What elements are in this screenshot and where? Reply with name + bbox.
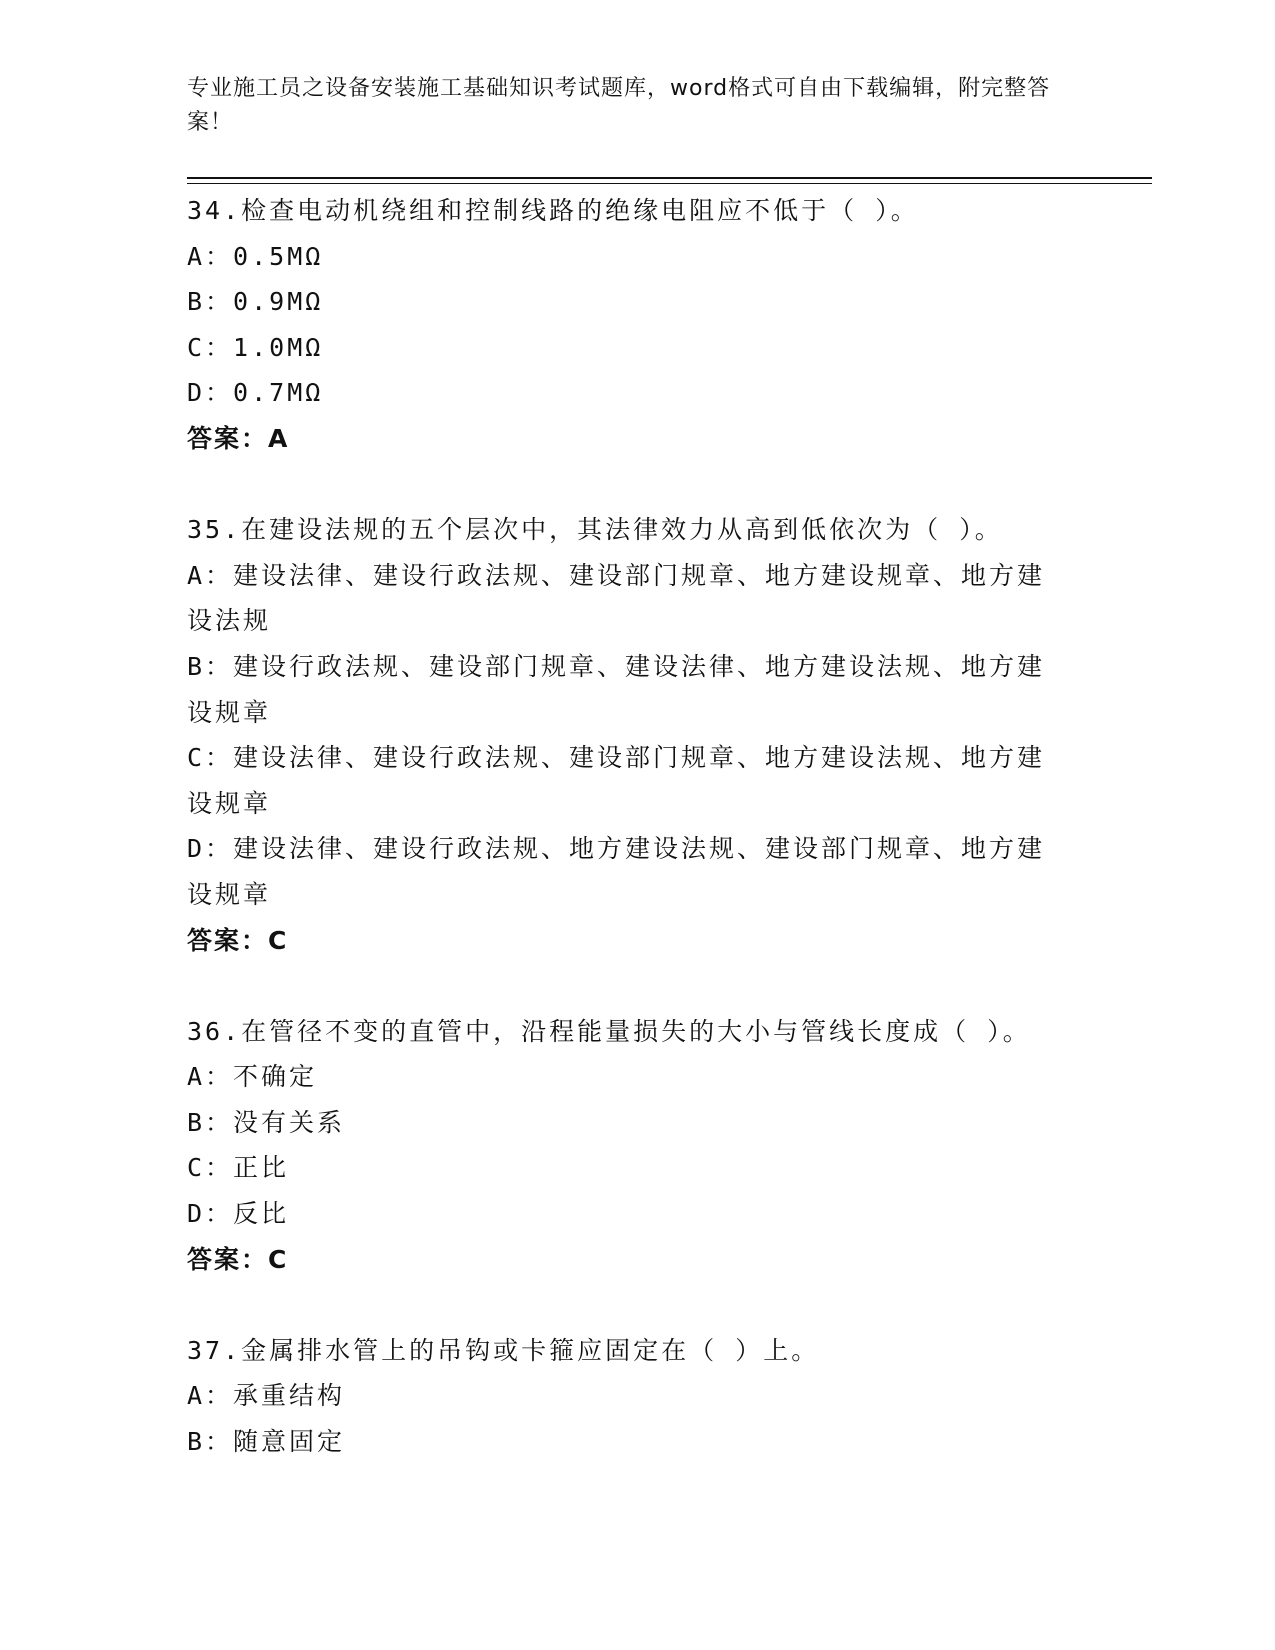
question-stem: 35.在建设法规的五个层次中，其法律效力从高到低依次为（ ）。 xyxy=(187,515,1003,545)
answer: 答案：A xyxy=(187,423,290,453)
question-36 xyxy=(187,1009,1067,1283)
header-divider-top xyxy=(187,177,1152,179)
option-b: B：随意固定 xyxy=(187,1427,346,1457)
option-b: B：没有关系 xyxy=(187,1107,346,1137)
option-d: D：建设法律、建设行政法规、地方建设法规、建设部门规章、地方建设规章 xyxy=(187,834,1046,909)
option-c: C：建设法律、建设行政法规、建设部门规章、地方建设法规、地方建设规章 xyxy=(187,743,1046,818)
question-stem: 34.检查电动机绕组和控制线路的绝缘电阻应不低于（ ）。 xyxy=(187,196,919,225)
option-c: C：正比 xyxy=(187,1153,290,1183)
answer: 答案：C xyxy=(187,925,289,955)
question-stem: 37.金属排水管上的吊钩或卡箍应固定在（ ）上。 xyxy=(187,1335,820,1365)
option-b: B：0.9MΩ xyxy=(187,287,324,317)
header-divider-bottom xyxy=(187,183,1152,184)
option-a: A：建设法律、建设行政法规、建设部门规章、地方建设规章、地方建设法规 xyxy=(187,560,1046,636)
option-c: C：1.0MΩ xyxy=(187,332,324,362)
answer: 答案：C xyxy=(187,1244,289,1274)
question-34 xyxy=(187,188,1067,462)
option-a: A：承重结构 xyxy=(187,1381,346,1411)
option-a: A：不确定 xyxy=(187,1062,318,1092)
option-d: D：反比 xyxy=(187,1199,290,1229)
question-stem: 36.在管径不变的直管中，沿程能量损失的大小与管线长度成（ ）。 xyxy=(187,1016,1031,1046)
option-a: A：0.5MΩ xyxy=(187,241,324,271)
option-d: D：0.7MΩ xyxy=(187,378,324,408)
question-list xyxy=(187,188,1067,1465)
document-header: 专业施工员之设备安装施工基础知识考试题库，word格式可自由下载编辑，附完整答案！ xyxy=(187,76,1051,135)
question-37 xyxy=(187,1328,1067,1465)
question-35 xyxy=(187,507,1067,963)
option-b: B：建设行政法规、建设部门规章、建设法律、地方建设法规、地方建设规章 xyxy=(187,651,1046,727)
